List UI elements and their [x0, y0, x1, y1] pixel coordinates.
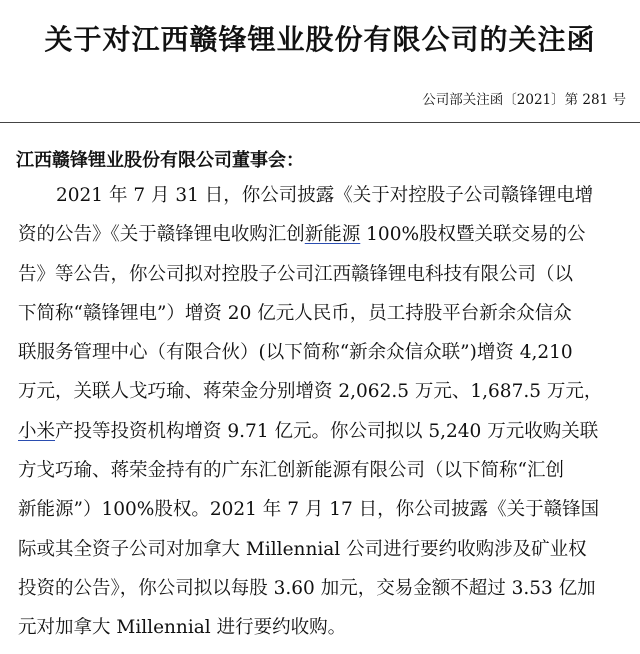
line-text: 万元，关联人戈巧瑜、蒋荣金分别增资 2,062.5 万元、1,687.5 万元，	[18, 381, 603, 403]
keyword-link-xiaomi[interactable]: 小米	[18, 420, 56, 442]
document-number: 公司部关注函〔2021〕第 281 号	[422, 92, 626, 108]
body-line	[18, 372, 618, 411]
line-text: 投资的公告》，你公司拟以每股 3.60 加元，交易金额不超过 3.53 亿加	[18, 577, 596, 599]
body-line	[18, 215, 618, 254]
header-divider	[0, 122, 640, 123]
body-line	[18, 490, 618, 529]
body-line	[18, 333, 618, 372]
body-line	[18, 451, 618, 490]
line-text: 资的公告》《关于赣锋锂电收购汇创	[18, 224, 305, 246]
body-line	[18, 569, 618, 608]
line-text: 联服务管理中心（有限合伙）(以下简称“新余众信众联”)增资 4,210	[18, 342, 573, 364]
body-line	[18, 255, 618, 294]
line-text: 下简称“赣锋锂电”）增资 20 亿元人民币，员工持股平台新余众信众	[18, 302, 572, 324]
line-text: 100%股权暨关联交易的公	[360, 224, 586, 246]
letter-body	[18, 176, 618, 648]
body-line	[18, 608, 618, 647]
line-text: 告》等公告，你公司拟对控股子公司江西赣锋锂电科技有限公司（以	[18, 263, 574, 285]
line-text: 元对加拿大 Millennial 进行要约收购。	[18, 617, 347, 639]
addressee: 江西赣锋锂业股份有限公司董事会：	[16, 150, 304, 171]
line-text: 方戈巧瑜、蒋荣金持有的广东汇创新能源有限公司（以下简称“汇创	[18, 460, 564, 482]
line-text: 2021 年 7 月 31 日，你公司披露《关于对控股子公司赣锋锂电增	[56, 185, 594, 206]
keyword-link-new-energy[interactable]: 新能源	[304, 224, 361, 246]
document-title: 关于对江西赣锋锂业股份有限公司的关注函	[44, 23, 596, 56]
body-line	[18, 412, 618, 451]
line-text: 产投等投资机构增资 9.71 亿元。你公司拟以 5,240 万元收购关联	[55, 420, 599, 442]
body-line	[18, 530, 618, 569]
body-line	[18, 294, 618, 333]
body-line	[18, 176, 618, 215]
line-text: 际或其全资子公司对加拿大 Millennial 公司进行要约收购涉及矿业权	[18, 538, 587, 560]
line-text: 新能源”）100%股权。2021 年 7 月 17 日，你公司披露《关于赣锋国	[18, 499, 600, 521]
